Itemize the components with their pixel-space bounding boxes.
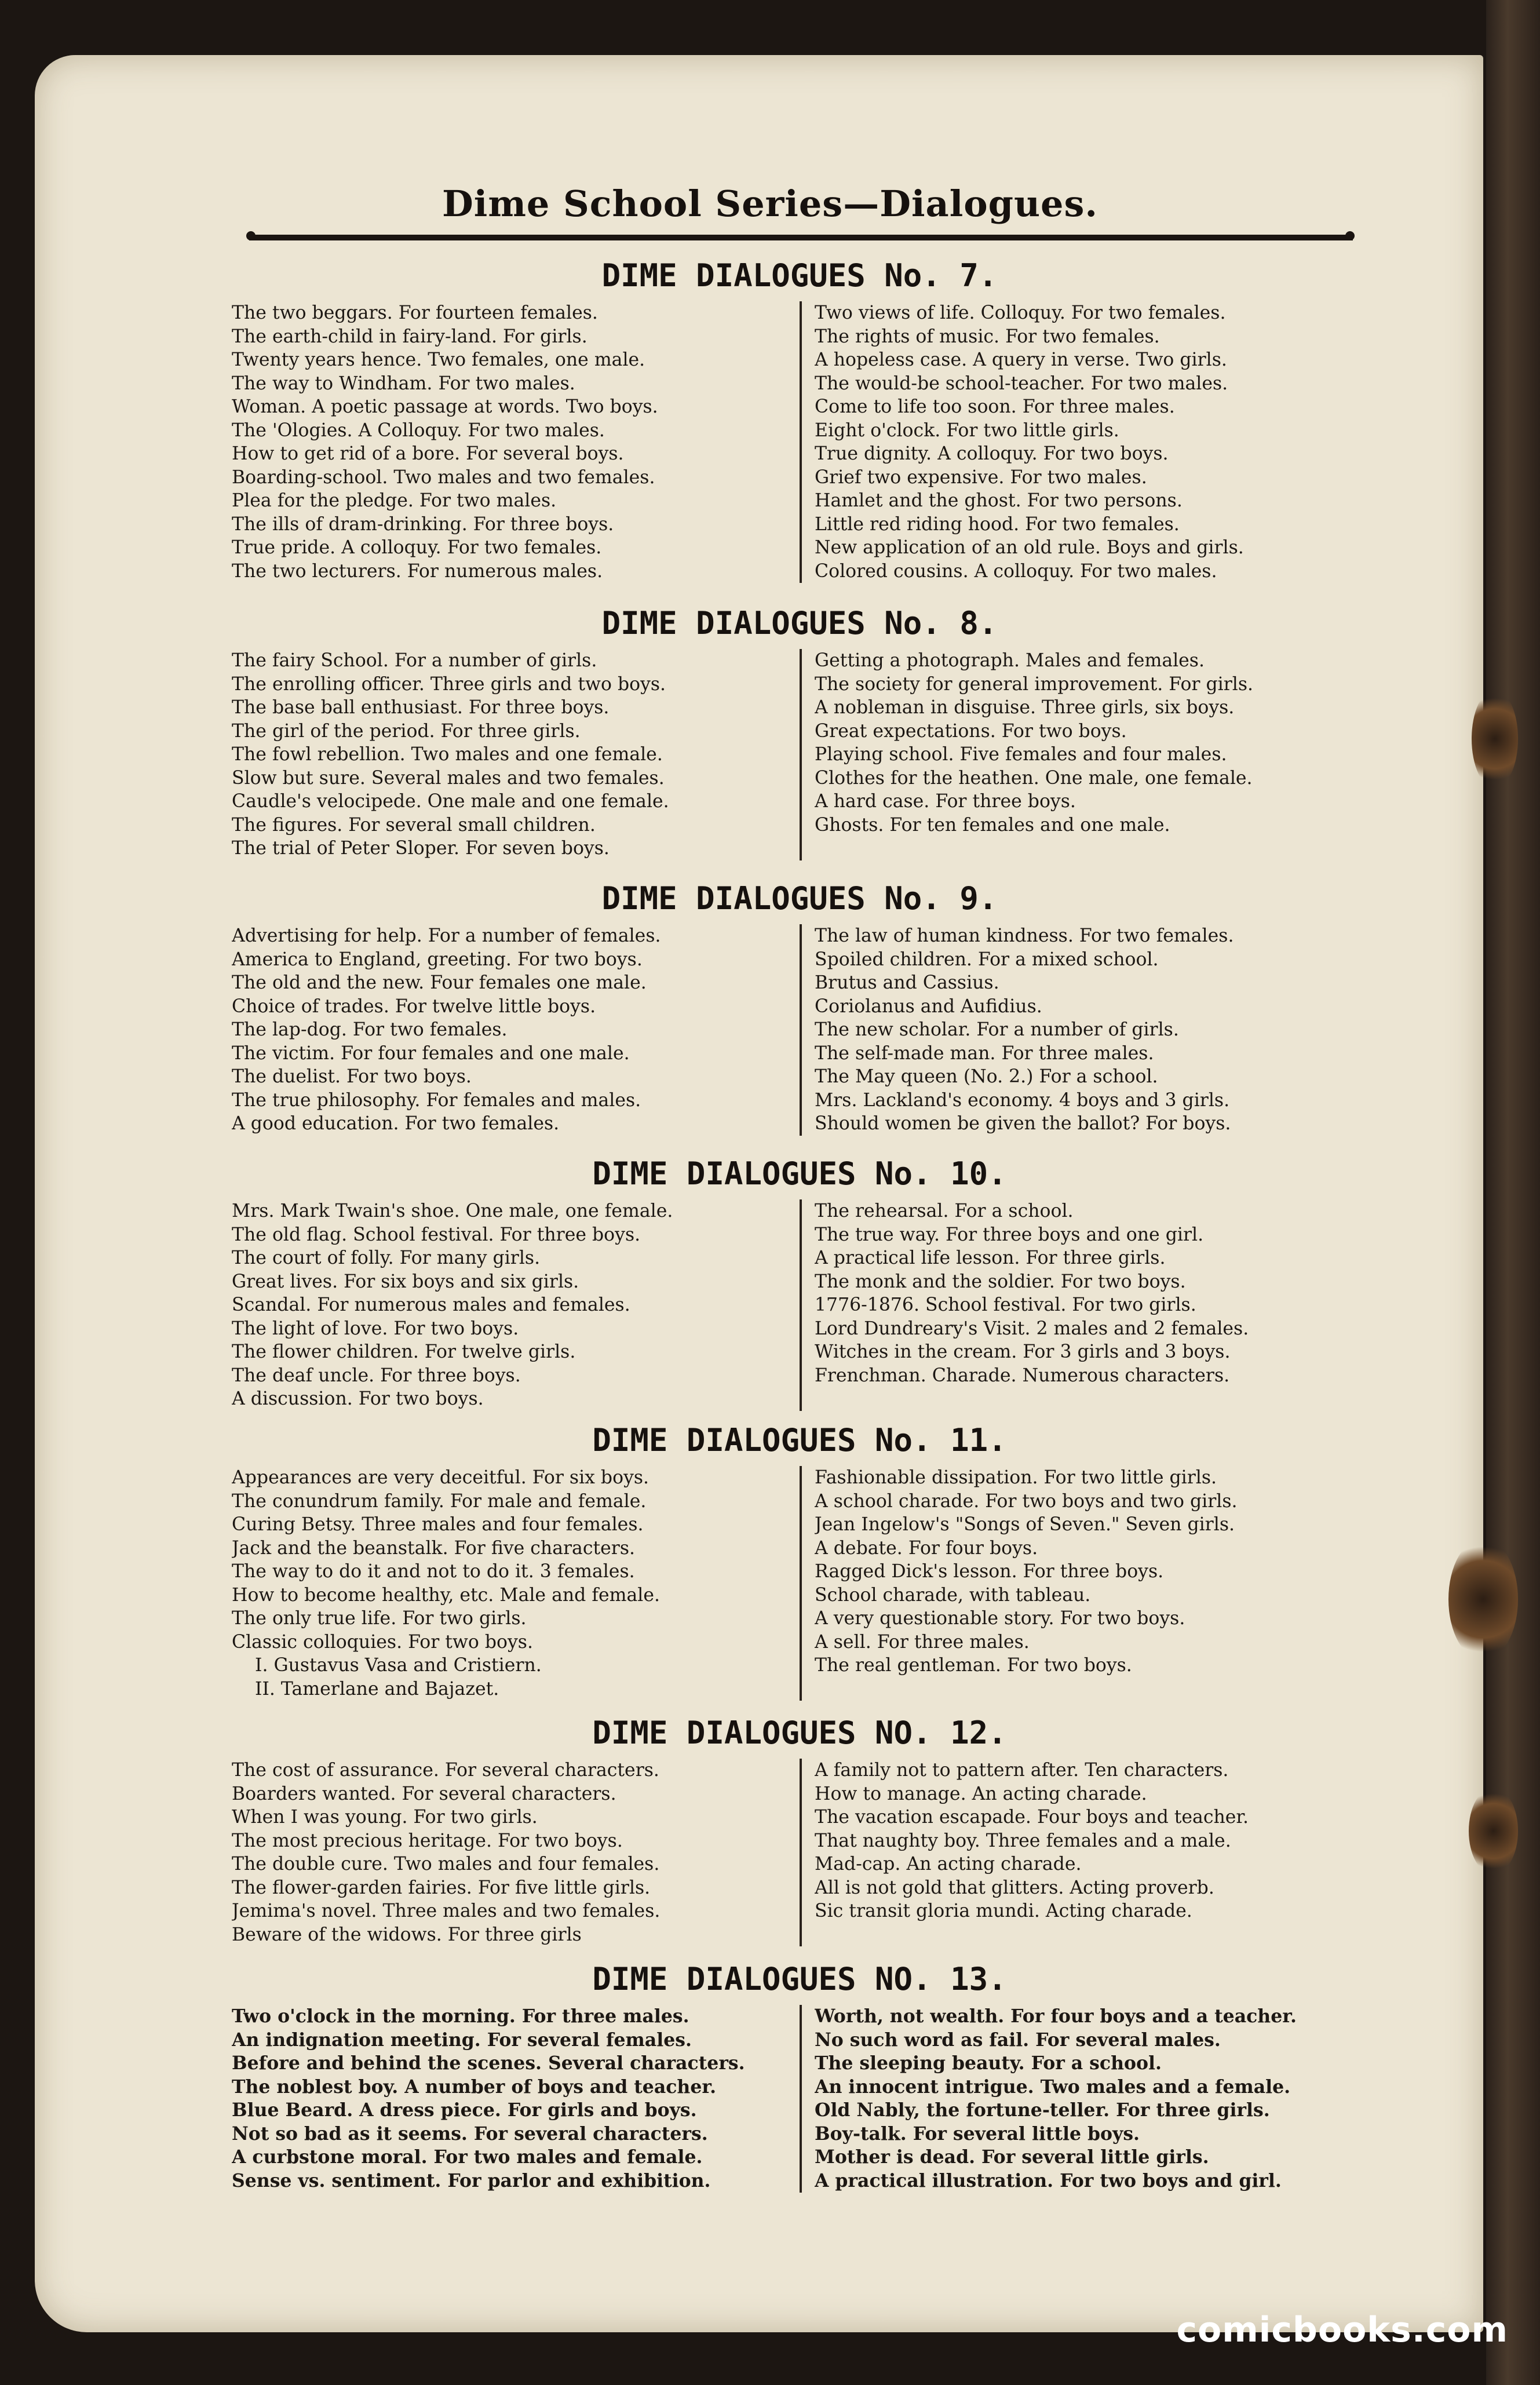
dialogue-entry: Classic colloquies. For two boys.: [232, 1631, 533, 1653]
dialogue-entry: Eight o'clock. For two little girls.: [815, 420, 1119, 441]
dialogue-entry: Two views of life. Colloquy. For two females.: [815, 302, 1226, 323]
dialogue-entry: Frenchman. Charade. Numerous characters.: [815, 1365, 1230, 1386]
dialogue-entry: A hopeless case. A query in verse. Two girls.: [815, 349, 1227, 370]
dialogue-entry: All is not gold that glitters. Acting proverb.: [815, 1877, 1214, 1898]
left-column: [232, 301, 800, 583]
dialogue-entry: The two lecturers. For numerous males.: [232, 560, 603, 582]
dialogue-entry: The way to Windham. For two males.: [232, 373, 575, 394]
dialogue-entry: A school charade. For two boys and two girls.: [815, 1490, 1238, 1512]
dialogue-entry: A nobleman in disguise. Three girls, six boys.: [815, 697, 1235, 718]
dialogue-entry: Boy-talk. For several little boys.: [815, 2123, 1140, 2145]
section-dialogues-9: [232, 878, 1367, 1136]
dialogue-entry: Colored cousins. A colloquy. For two males.: [815, 560, 1217, 582]
burn-mark: [1469, 1788, 1518, 1875]
dialogue-entry: The deaf uncle. For three boys.: [232, 1365, 521, 1386]
right-column: [800, 1199, 1367, 1411]
dialogue-entry: No such word as fail. For several males.: [815, 2029, 1221, 2051]
dialogue-entry: Blue Beard. A dress piece. For girls and boys.: [232, 2099, 697, 2121]
right-column: [800, 1466, 1367, 1701]
dialogue-entry: How to become healthy, etc. Male and female.: [232, 1584, 660, 1606]
dialogue-entry: The rights of music. For two females.: [815, 326, 1160, 347]
dialogue-entry: The girl of the period. For three girls.: [232, 720, 581, 742]
dialogue-entry: A family not to pattern after. Ten characters.: [815, 1760, 1229, 1781]
dialogue-entry: Getting a photograph. Males and females.: [815, 650, 1205, 671]
book-spine: [1486, 0, 1540, 2385]
dialogue-entry: The two beggars. For fourteen females.: [232, 302, 598, 323]
dialogue-entry: Ghosts. For ten females and one male.: [815, 814, 1170, 836]
dialogue-entry: A sell. For three males.: [815, 1631, 1030, 1653]
dialogue-entry: The only true life. For two girls.: [232, 1608, 527, 1629]
right-column: [800, 2005, 1367, 2193]
dialogue-entry: I. Gustavus Vasa and Cristiern.: [255, 1655, 542, 1676]
dialogue-entry: A practical illustration. For two boys and girl.: [815, 2169, 1282, 2191]
rule-ornament: [246, 231, 256, 240]
dialogue-entry: Jack and the beanstalk. For five characters.: [232, 1537, 636, 1559]
dialogue-entry: The noblest boy. A number of boys and teacher.: [232, 2076, 717, 2098]
dialogue-entry: Coriolanus and Aufidius.: [815, 995, 1042, 1017]
section-title: DIME DIALOGUES No. 9.: [601, 880, 998, 917]
dialogue-entry: The self-made man. For three males.: [815, 1042, 1154, 1064]
dialogue-entry: Appearances are very deceitful. For six boys.: [232, 1467, 649, 1488]
dialogue-entry: The 'Ologies. A Colloquy. For two males.: [232, 420, 605, 441]
dialogue-entry: The old and the new. Four females one male.: [232, 972, 647, 993]
left-column: [232, 1199, 800, 1411]
left-column: [232, 1759, 800, 1946]
dialogue-entry: Mrs. Mark Twain's shoe. One male, one female.: [232, 1201, 673, 1221]
dialogue-entry: The ills of dram-drinking. For three boys.: [232, 513, 614, 535]
dialogue-entry: Curing Betsy. Three males and four females.: [232, 1514, 644, 1535]
dialogue-entry: The law of human kindness. For two females.: [815, 925, 1234, 946]
dialogue-entry: The court of folly. For many girls.: [232, 1248, 541, 1268]
page-header: Dime School Series—Dialogues.: [442, 183, 1098, 225]
dialogue-entry: Sense vs. sentiment. For parlor and exhibition.: [232, 2169, 711, 2191]
dialogue-entry: Ragged Dick's lesson. For three boys.: [815, 1561, 1164, 1582]
dialogue-entry: The victim. For four females and one male.: [232, 1042, 630, 1064]
dialogue-entry: The vacation escapade. Four boys and teacher.: [815, 1807, 1249, 1828]
dialogue-entry: When I was young. For two girls.: [232, 1807, 538, 1828]
dialogue-entry: A curbstone moral. For two males and female.: [232, 2146, 703, 2168]
dialogue-entry: The true way. For three boys and one girl.: [815, 1224, 1204, 1245]
dialogue-entry: Woman. A poetic passage at words. Two boys.: [232, 396, 658, 417]
dialogue-entry: The lap-dog. For two females.: [232, 1019, 508, 1040]
dialogue-entry: The sleeping beauty. For a school.: [815, 2052, 1162, 2074]
dialogue-entry: Mrs. Lackland's economy. 4 boys and 3 girls.: [815, 1089, 1230, 1111]
dialogue-entry: The monk and the soldier. For two boys.: [815, 1271, 1186, 1292]
dialogue-entry: The way to do it and not to do it. 3 females.: [232, 1561, 635, 1582]
burn-mark: [1448, 1538, 1518, 1660]
dialogue-entry: An indignation meeting. For several females.: [232, 2029, 692, 2051]
dialogue-entry: Worth, not wealth. For four boys and a teacher.: [815, 2005, 1297, 2027]
dialogue-entry: Witches in the cream. For 3 girls and 3 boys.: [815, 1341, 1231, 1362]
dialogue-entry: Little red riding hood. For two females.: [815, 513, 1180, 535]
section-dialogues-11: [232, 1420, 1367, 1701]
section-dialogues-12: [232, 1712, 1367, 1946]
dialogue-entry: The enrolling officer. Three girls and two boys.: [232, 673, 666, 695]
dialogue-entry: A discussion. For two boys.: [232, 1388, 484, 1409]
section-title: DIME DIALOGUES No. 10.: [592, 1155, 1007, 1192]
dialogue-entry: That naughty boy. Three females and a male.: [815, 1830, 1231, 1851]
section-dialogues-10: [232, 1153, 1367, 1411]
dialogue-entry: Boarding-school. Two males and two females.: [232, 466, 655, 488]
dialogue-entry: The base ball enthusiast. For three boys.: [232, 697, 610, 718]
dialogue-entry: Twenty years hence. Two females, one male.: [232, 349, 645, 370]
dialogue-entry: The real gentleman. For two boys.: [815, 1655, 1132, 1676]
dialogue-entry: Mother is dead. For several little girls.: [815, 2146, 1209, 2168]
dialogue-entry: II. Tamerlane and Bajazet.: [255, 1678, 499, 1700]
dialogue-entry: A debate. For four boys.: [815, 1537, 1038, 1559]
section-dialogues-7: [232, 255, 1367, 583]
dialogue-entry: America to England, greeting. For two boys.: [232, 949, 643, 970]
dialogue-entry: The true philosophy. For females and males.: [232, 1089, 641, 1111]
dialogue-entry: Two o'clock in the morning. For three males.: [232, 2005, 689, 2027]
dialogue-entry: Jemima's novel. Three males and two females.: [232, 1901, 660, 1921]
rule-ornament: [1345, 231, 1355, 240]
dialogue-entry: Hamlet and the ghost. For two persons.: [815, 490, 1183, 511]
section-title: DIME DIALOGUES No. 7.: [601, 257, 998, 294]
dialogue-entry: A very questionable story. For two boys.: [815, 1608, 1185, 1629]
dialogue-entry: Before and behind the scenes. Several characters.: [232, 2052, 745, 2074]
dialogue-entry: The would-be school-teacher. For two males.: [815, 373, 1228, 394]
section-title: DIME DIALOGUES No. 8.: [601, 605, 998, 641]
dialogue-entry: Brutus and Cassius.: [815, 972, 999, 993]
dialogue-entry: The light of love. For two boys.: [232, 1318, 519, 1339]
left-column: [232, 2005, 800, 2193]
dialogue-entry: A practical life lesson. For three girls.: [815, 1248, 1166, 1268]
dialogue-entry: Old Nably, the fortune-teller. For three girls.: [815, 2099, 1270, 2121]
right-column: [800, 924, 1367, 1136]
dialogue-entry: Great lives. For six boys and six girls.: [232, 1271, 579, 1292]
dialogue-entry: Plea for the pledge. For two males.: [232, 490, 557, 511]
section-title: DIME DIALOGUES No. 11.: [592, 1422, 1007, 1458]
dialogue-entry: The duelist. For two boys.: [232, 1066, 472, 1087]
dialogue-entry: Grief two expensive. For two males.: [815, 466, 1147, 488]
dialogue-entry: The society for general improvement. For girls.: [815, 673, 1254, 695]
dialogue-entry: Not so bad as it seems. For several characters.: [232, 2123, 708, 2145]
dialogue-entry: Clothes for the heathen. One male, one female.: [815, 767, 1253, 789]
dialogue-entry: An innocent intrigue. Two males and a female.: [815, 2076, 1291, 2098]
dialogue-entry: How to manage. An acting charade.: [815, 1783, 1147, 1804]
dialogue-entry: 1776-1876. School festival. For two girls.: [815, 1294, 1196, 1315]
dialogue-entry: Mad-cap. An acting charade.: [815, 1854, 1082, 1875]
dialogue-entry: Spoiled children. For a mixed school.: [815, 949, 1159, 970]
section-title: DIME DIALOGUES NO. 13.: [592, 1961, 1007, 1997]
dialogue-entry: How to get rid of a bore. For several boys.: [232, 443, 624, 464]
left-column: [232, 649, 800, 860]
dialogue-entry: True dignity. A colloquy. For two boys.: [815, 443, 1169, 464]
dialogue-entry: The earth-child in fairy-land. For girls.: [232, 326, 587, 347]
dialogue-entry: Caudle's velocipede. One male and one female.: [232, 791, 669, 812]
dialogue-entry: School charade, with tableau.: [815, 1584, 1091, 1606]
dialogue-entry: Playing school. Five females and four males.: [815, 744, 1227, 765]
dialogue-entry: The conundrum family. For male and female.: [232, 1490, 647, 1512]
dialogue-entry: Should women be given the ballot? For boys.: [815, 1113, 1231, 1134]
dialogue-entry: The old flag. School festival. For three boys.: [232, 1224, 641, 1245]
dialogue-entry: True pride. A colloquy. For two females.: [232, 537, 602, 558]
dialogue-entry: The fairy School. For a number of girls.: [232, 650, 597, 671]
dialogue-entry: Sic transit gloria mundi. Acting charade.: [815, 1901, 1192, 1921]
dialogue-entry: Come to life too soon. For three males.: [815, 396, 1175, 417]
burn-mark: [1472, 690, 1518, 788]
dialogue-entry: Slow but sure. Several males and two females.: [232, 767, 665, 789]
dialogue-entry: The new scholar. For a number of girls.: [815, 1019, 1179, 1040]
dialogue-entry: New application of an old rule. Boys and girls.: [815, 537, 1244, 558]
dialogue-entry: Lord Dundreary's Visit. 2 males and 2 females.: [815, 1318, 1249, 1339]
dialogue-entry: The cost of assurance. For several characters.: [232, 1760, 659, 1781]
dialogue-entry: The fowl rebellion. Two males and one female.: [232, 744, 663, 765]
right-column: [800, 649, 1367, 860]
dialogue-entry: The most precious heritage. For two boys.: [232, 1830, 623, 1851]
dialogue-entry: The figures. For several small children.: [232, 814, 596, 836]
right-column: [800, 1759, 1367, 1946]
dialogue-entry: Advertising for help. For a number of females.: [232, 925, 661, 946]
left-column: [232, 1466, 800, 1701]
dialogue-entry: Beware of the widows. For three girls: [232, 1924, 582, 1945]
dialogue-entry: The flower-garden fairies. For five little girls.: [232, 1877, 651, 1898]
dialogue-entry: The May queen (No. 2.) For a school.: [815, 1066, 1158, 1087]
section-dialogues-13: [232, 1959, 1367, 2193]
dialogue-entry: Boarders wanted. For several characters.: [232, 1783, 616, 1804]
dialogue-entry: A hard case. For three boys.: [815, 791, 1076, 812]
dialogue-entry: A good education. For two females.: [232, 1113, 560, 1134]
section-dialogues-8: [232, 603, 1367, 860]
dialogue-entry: Fashionable dissipation. For two little girls.: [815, 1467, 1217, 1488]
dialogue-entry: The flower children. For twelve girls.: [232, 1341, 576, 1362]
site-watermark: comicbooks.com: [1176, 2310, 1508, 2350]
dialogue-entry: Great expectations. For two boys.: [815, 720, 1127, 742]
dialogue-entry: The rehearsal. For a school.: [815, 1201, 1074, 1221]
dialogue-entry: Choice of trades. For twelve little boys.: [232, 995, 596, 1017]
dialogue-entry: The trial of Peter Sloper. For seven boys.: [232, 838, 610, 859]
section-title: DIME DIALOGUES NO. 12.: [592, 1715, 1007, 1751]
header-rule: [249, 235, 1353, 240]
left-column: [232, 924, 800, 1136]
dialogue-entry: Jean Ingelow's "Songs of Seven." Seven girls.: [815, 1514, 1235, 1535]
dialogue-entry: Scandal. For numerous males and females.: [232, 1294, 630, 1315]
right-column: [800, 301, 1367, 583]
dialogue-entry: The double cure. Two males and four females.: [232, 1854, 660, 1875]
